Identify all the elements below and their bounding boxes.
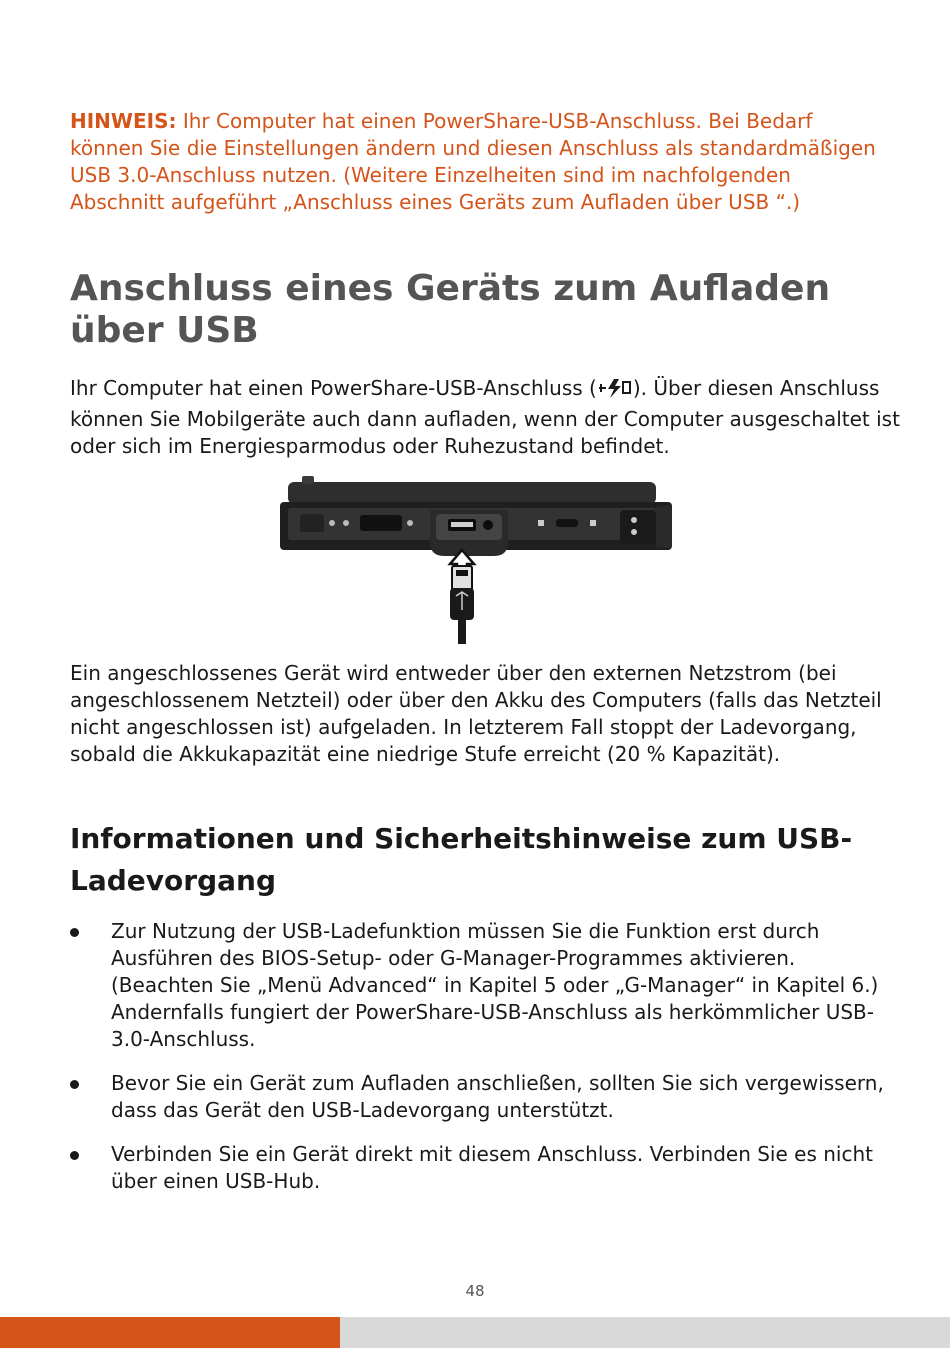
subsection-title: Informationen und Sicherheitshinweise zum USB-Ladevorgang — [70, 822, 853, 897]
bullet-icon — [70, 928, 79, 937]
bullet-icon — [70, 1080, 79, 1089]
intro-text-before: Ihr Computer hat einen PowerShare-USB-Anschluss ( — [70, 376, 597, 400]
footer-accent-bar — [0, 1317, 340, 1348]
list-item-text: Zur Nutzung der USB-Ladefunktion müssen Sie die Funktion erst durch Ausführen des BIOS-Setup- oder G-Manager-Programmes aktivieren. (Beachten Sie „Menü Advanced“ in Kapitel 5 oder „G-Manager“ in Kapitel 6.) Andernfalls fungiert der PowerShare-USB-Anschluss als herkömmlicher USB-3.0-Anschluss. — [111, 919, 879, 1051]
list-item-text: Bevor Sie ein Gerät zum Aufladen anschließen, sollten Sie sich vergewissern, dass das Gerät den USB-Ladevorgang unterstützt. — [111, 1071, 884, 1122]
section-title: Anschluss eines Geräts zum Aufladen über USB — [70, 268, 831, 351]
bullet-list — [70, 918, 900, 1212]
footer-gray-bar — [340, 1317, 950, 1348]
laptop-usb-illustration — [280, 470, 675, 645]
list-item — [70, 1141, 900, 1195]
note-label: HINWEIS: — [70, 109, 177, 133]
intro-paragraph — [70, 375, 900, 460]
list-item-text: Verbinden Sie ein Gerät direkt mit diesem Anschluss. Verbinden Sie es nicht über einen USB-Hub. — [111, 1142, 873, 1193]
list-item — [70, 918, 900, 1053]
intro-text-after: ). Über diesen Anschluss können Sie Mobilgeräte auch dann aufladen, wenn der Computer ausgeschaltet ist oder sich im Energiesparmodus oder Ruhezustand befindet. — [70, 376, 900, 458]
page-number: 48 — [465, 1282, 485, 1300]
bullet-icon — [70, 1151, 79, 1160]
list-item — [70, 1070, 900, 1124]
powershare-usb-icon — [597, 377, 633, 406]
note-block — [70, 108, 890, 216]
note-text: Ihr Computer hat einen PowerShare-USB-Anschluss. Bei Bedarf können Sie die Einstellungen ändern und diesen Anschluss als standardmäßigen USB 3.0-Anschluss nutzen. (Weitere Einzelheiten sind im nachfolgenden Abschnitt aufgeführt „Anschluss eines Geräts zum Aufladen über USB “.) — [70, 109, 876, 214]
charging-paragraph: Ein angeschlossenes Gerät wird entweder über den externen Netzstrom (bei angeschlossenem Netzteil) oder über den Akku des Computers (falls das Netzteil nicht angeschlossen ist) aufgeladen. In letzterem Fall stoppt der Ladevorgang, sobald die Akkukapazität eine niedrige Stufe erreicht (20 % Kapazität). — [70, 661, 882, 766]
